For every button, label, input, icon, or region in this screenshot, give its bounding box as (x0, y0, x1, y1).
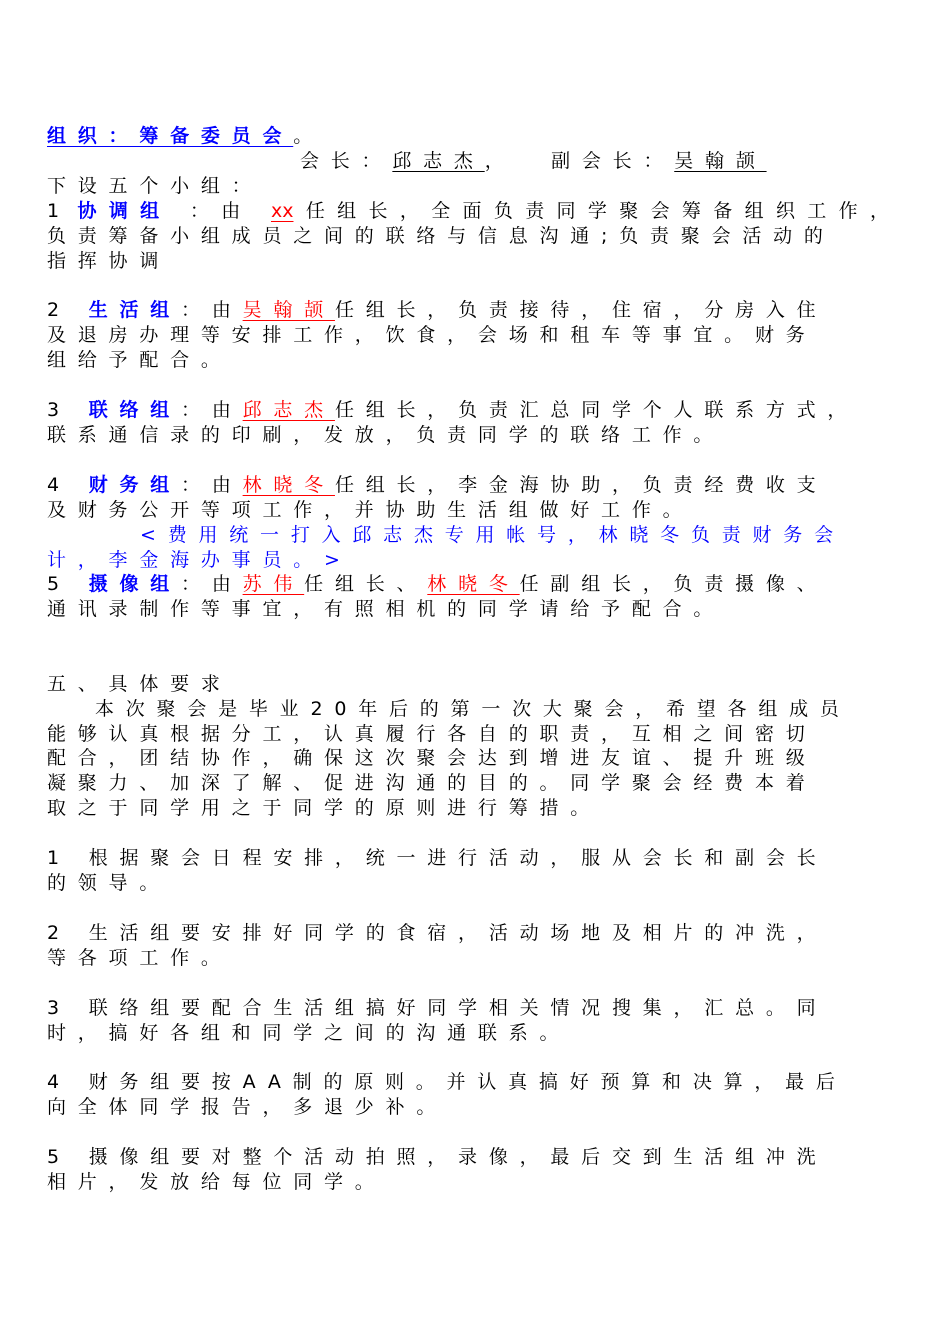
group-3-desc: 任组长，负责汇总同学个人联系方式， (334, 399, 859, 421)
vice-president-label: 副会长： (551, 150, 675, 172)
section-5-para-line-1: 本次聚会是毕业20年后的第一次大聚会，希望各组成员 (95, 698, 851, 720)
requirement-4-line-2: 向全体同学报告，多退少补。 (47, 1096, 448, 1118)
president-label: 会长： (300, 150, 393, 172)
requirement-4-line-1: 4 财务组要按AA制的原则。并认真搞好预算和决算，最后 (47, 1071, 847, 1093)
requirement-1-line-2: 的领导。 (47, 872, 171, 894)
group-2-line-3: 组给予配合。 (47, 349, 232, 371)
president-name: 邱志杰 (392, 150, 485, 172)
group-4-number: 4 (47, 474, 71, 496)
requirement-2-line-1: 2 生活组要安排好同学的食宿，活动场地及相片的冲洗， (47, 922, 828, 944)
group-1-leader: xx (270, 200, 294, 222)
group-5-leader: 苏伟 (242, 573, 305, 595)
requirement-1-line-1: 1 根据聚会日程安排，统一进行活动，服从会长和副会长 (47, 847, 828, 869)
org-line (47, 124, 889, 149)
group-5-mid: 任组长、 (304, 573, 428, 595)
group-2-name: 生活组 (88, 299, 182, 321)
group-1-number: 1 (47, 200, 60, 222)
group-1-name: 协调组 (77, 200, 172, 222)
section-5-heading: 五、具体要求 (47, 673, 232, 695)
group-4-desc: 任组长，李金海协助，负责经费收支 (334, 474, 828, 496)
group-3-line-2: 联系通信录的印刷，发放，负责同学的联络工作。 (47, 424, 725, 446)
group-5-desc: 任副组长，负责摄像、 (519, 573, 828, 595)
requirement-3-line-2: 时，搞好各组和同学之间的沟通联系。 (47, 1022, 571, 1044)
officers-comma: ， (484, 150, 516, 172)
group-4-line-2: 及财务公开等项工作，并协助生活组做好工作。 (47, 499, 694, 521)
finance-note-line-1: <费用统一打入邱志杰专用帐号，林晓冬负责财务会 (140, 524, 845, 546)
group-2-number: 2 (47, 299, 71, 321)
section-5-para-line-4: 凝聚力、加深了解、促进沟通的目的。同学聚会经费本着 (47, 772, 817, 794)
group-5-line-2: 通讯录制作等事宜，有照相机的同学请给予配合。 (47, 598, 725, 620)
group-4-line-1 (47, 473, 889, 498)
group-3-number: 3 (47, 399, 71, 421)
vice-president-name: 吴翰颉 (674, 150, 767, 172)
requirement-5-line-1: 5 摄像组要对整个活动拍照，录像，最后交到生活组冲洗 (47, 1146, 828, 1168)
section-5-para-line-3: 配合，团结协作，确保这次聚会达到增进友谊、提升班级 (47, 747, 817, 769)
group-3-name: 联络组 (88, 399, 182, 421)
group-5-number: 5 (47, 573, 71, 595)
group-3-line-1 (47, 398, 889, 423)
group-5-leader-2: 林晓冬 (427, 573, 520, 595)
group-4-sep: ：由 (181, 474, 243, 496)
group-2-leader: 吴翰颉 (242, 299, 335, 321)
group-3-leader: 邱志杰 (242, 399, 335, 421)
section-5-para-line-2: 能够认真根据分工，认真履行各自的职责，互相之间密切 (47, 723, 817, 745)
group-2-line-2: 及退房办理等安排工作，饮食，会场和租车等事宜。财务 (47, 324, 817, 346)
group-5-sep: ：由 (181, 573, 243, 595)
group-2-desc: 任组长，负责接待，住宿，分房入住 (334, 299, 828, 321)
group-2-sep: ：由 (181, 299, 243, 321)
org-end: 。 (293, 125, 325, 147)
group-1-desc: 任组长，全面负责同学聚会筹备组织工作， (293, 200, 889, 222)
group-5-name: 摄像组 (88, 573, 182, 595)
finance-note-line-2: 计，李金海办事员。> (47, 549, 352, 571)
group-1-line-2: 负责筹备小组成员之间的联络与信息沟通;负责聚会活动的 (47, 225, 835, 247)
group-5-line-1 (47, 572, 889, 597)
requirement-2-line-2: 等各项工作。 (47, 947, 232, 969)
org-label: 组织：筹备委员会 (47, 125, 294, 147)
groups-intro: 下设五个小组： (47, 175, 263, 197)
section-5-para-line-5: 取之于同学用之于同学的原则进行筹措。 (47, 797, 602, 819)
group-1-sep: ：由 (189, 200, 253, 222)
group-1-line-1 (47, 199, 889, 224)
group-1-line-3: 指挥协调 (47, 250, 171, 272)
group-4-leader: 林晓冬 (242, 474, 335, 496)
group-3-sep: ：由 (181, 399, 243, 421)
requirement-3-line-1: 3 联络组要配合生活组搞好同学相关情况搜集，汇总。同 (47, 997, 828, 1019)
officers-line (300, 149, 860, 174)
requirement-5-line-2: 相片，发放给每位同学。 (47, 1171, 386, 1193)
group-2-line-1 (47, 298, 889, 323)
group-4-name: 财务组 (88, 474, 182, 496)
